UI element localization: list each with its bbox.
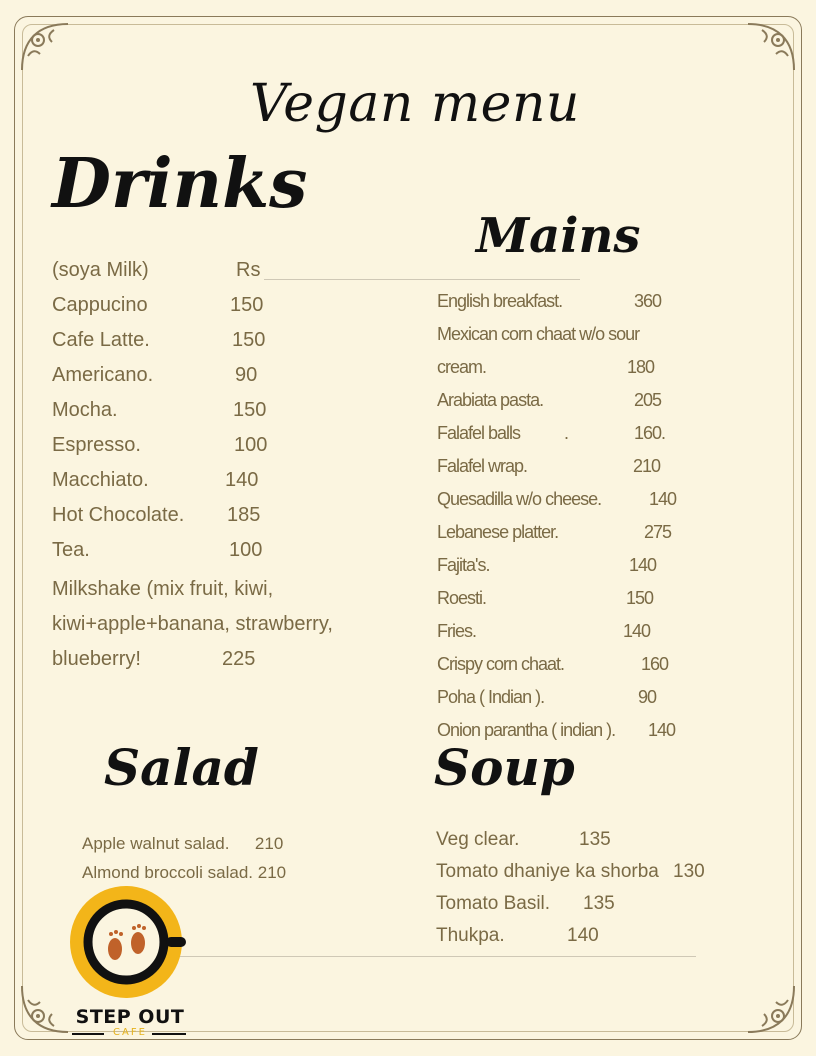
soup-item (436, 858, 756, 890)
drink-name: Cafe Latte. (52, 329, 150, 351)
main-name: Onion parantha ( indian ). (437, 720, 616, 740)
main-name: Fries. (437, 621, 476, 641)
salad-item (82, 831, 342, 860)
salad-heading: Salad (104, 738, 259, 797)
drink-item (52, 537, 412, 572)
drink-item (52, 362, 412, 397)
soup-name: Thukpa. (436, 925, 505, 946)
corner-ornament-bottom-left (18, 982, 72, 1036)
main-price: 360 (634, 291, 662, 311)
drinks-header-row (52, 257, 412, 292)
mains-heading: Mains (476, 208, 641, 264)
main-price: 160 (641, 654, 669, 674)
main-item (437, 486, 737, 519)
drinks-currency-label: Rs (236, 259, 261, 281)
main-price: 160. (634, 423, 666, 443)
soup-price: 130 (673, 861, 705, 882)
milkshake-line-2: kiwi+apple+banana, strawberry, (52, 613, 333, 635)
milkshake-item (52, 572, 372, 677)
main-name: English breakfast. (437, 291, 563, 311)
soup-name: Veg clear. (436, 829, 520, 850)
drink-price: 100 (234, 434, 268, 456)
main-name: Arabiata pasta. (437, 390, 544, 410)
main-item (437, 387, 737, 420)
milkshake-price: 225 (222, 648, 256, 670)
soup-price: 135 (579, 829, 611, 850)
drink-item (52, 467, 412, 502)
drink-name: Cappucino (52, 294, 148, 316)
main-price: 90 (638, 687, 657, 707)
salad-section (82, 831, 342, 889)
logo-subtitle: CAFE (113, 1027, 147, 1038)
drink-price: 150 (232, 329, 266, 351)
drink-price: 90 (235, 364, 258, 386)
drink-item (52, 292, 412, 327)
main-name: Crispy corn chaat. (437, 654, 565, 674)
mains-section (437, 288, 737, 750)
logo-name: STEP OUT (75, 1006, 185, 1028)
soup-section (436, 826, 756, 954)
soup-item (436, 826, 756, 858)
drink-price: 100 (229, 539, 263, 561)
drink-name: Americano. (52, 364, 154, 386)
menu-title: Vegan menu (250, 74, 580, 134)
soup-heading: Soup (434, 738, 575, 797)
drink-name: Espresso. (52, 434, 141, 456)
main-name: Falafel wrap. (437, 456, 528, 476)
drink-item (52, 432, 412, 467)
drink-price: 140 (225, 469, 259, 491)
main-item (437, 354, 737, 387)
salad-name: Apple walnut salad. (82, 834, 230, 853)
main-item (437, 585, 737, 618)
milkshake-line-3: blueberry! (52, 648, 141, 670)
salad-price: 210 (257, 863, 287, 882)
drink-name: Hot Chocolate. (52, 504, 185, 526)
main-item (437, 288, 737, 321)
salad-item (82, 860, 342, 889)
main-price: 150 (626, 588, 654, 608)
corner-ornament-bottom-right (744, 982, 798, 1036)
main-name: Roesti. (437, 588, 487, 608)
drinks-heading: Drinks (52, 144, 308, 224)
main-price: 140 (648, 720, 676, 740)
drink-item (52, 327, 412, 362)
main-name: Quesadilla w/o cheese. (437, 489, 602, 509)
main-name: Mexican corn chaat w/o sour (437, 324, 640, 344)
main-item (437, 321, 737, 354)
main-item (437, 618, 737, 651)
main-name: Falafel balls . (437, 423, 569, 443)
main-price: 180 (627, 357, 655, 377)
drink-item (52, 502, 412, 537)
main-item (437, 684, 737, 717)
divider-line-bottom (120, 956, 696, 957)
milkshake-line-1: Milkshake (mix fruit, kiwi, (52, 578, 274, 600)
drink-name: Macchiato. (52, 469, 149, 491)
soup-price: 140 (567, 925, 599, 946)
main-price: 140 (623, 621, 651, 641)
main-name: cream. (437, 357, 487, 377)
drink-price: 150 (230, 294, 264, 316)
main-item (437, 420, 737, 453)
drinks-section (52, 257, 412, 677)
salad-name: Almond broccoli salad. (82, 863, 254, 882)
soup-price: 135 (583, 893, 615, 914)
soup-name: Tomato dhaniye ka shorba (436, 861, 659, 882)
main-item (437, 552, 737, 585)
drink-price: 150 (233, 399, 267, 421)
main-price: 205 (634, 390, 662, 410)
main-price: 210 (633, 456, 661, 476)
corner-ornament-top-right (744, 20, 798, 74)
drinks-header-label: (soya Milk) (52, 259, 149, 281)
main-price: 140 (629, 555, 657, 575)
main-name: Poha ( Indian ). (437, 687, 545, 707)
main-item (437, 651, 737, 684)
main-price: 140 (649, 489, 677, 509)
drink-name: Tea. (52, 539, 90, 561)
salad-price: 210 (254, 834, 284, 853)
main-name: Lebanese platter. (437, 522, 559, 542)
drink-name: Mocha. (52, 399, 118, 421)
drink-item (52, 397, 412, 432)
main-item (437, 519, 737, 552)
main-item (437, 717, 737, 750)
soup-item (436, 922, 756, 954)
main-item (437, 453, 737, 486)
drink-price: 185 (227, 504, 261, 526)
soup-name: Tomato Basil. (436, 893, 551, 914)
main-name: Fajita's. (437, 555, 490, 575)
main-price: 275 (644, 522, 672, 542)
soup-item (436, 890, 756, 922)
corner-ornament-top-left (18, 20, 72, 74)
